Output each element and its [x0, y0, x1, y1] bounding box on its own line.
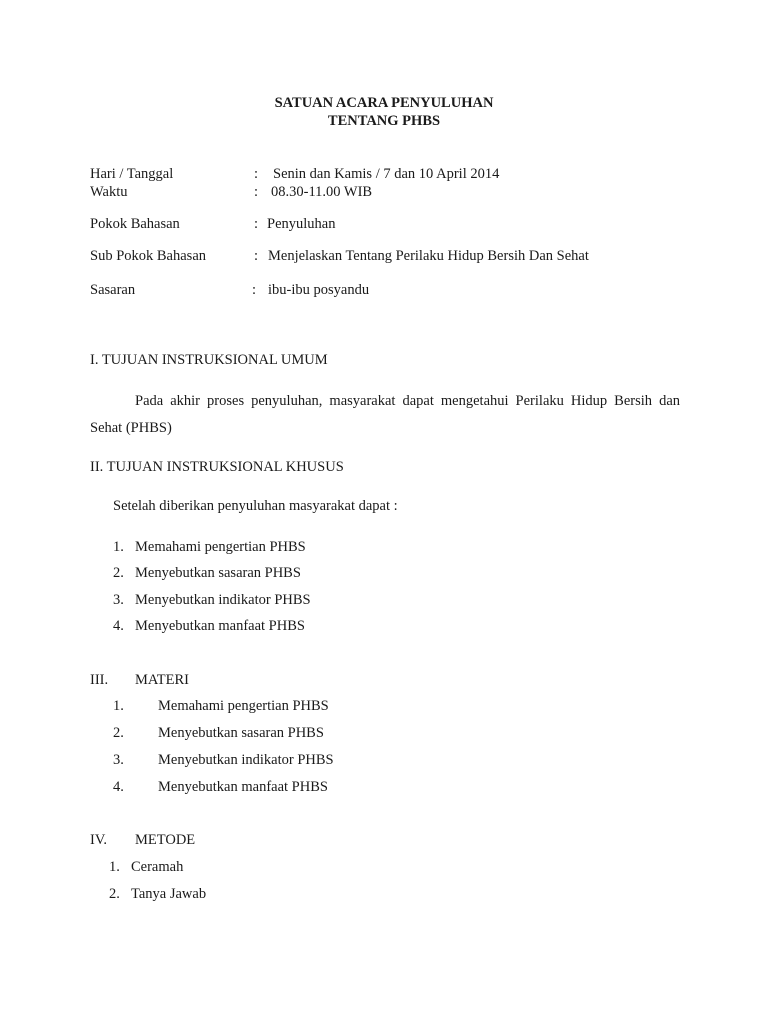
info-colon: : — [252, 282, 257, 298]
document-title-line1: SATUAN ACARA PENYULUHAN — [274, 95, 494, 111]
list-item-number: 4. — [113, 779, 124, 795]
section1-paragraph — [90, 388, 680, 442]
section4-number: IV. — [90, 832, 108, 848]
list-item-number: 2. — [109, 886, 120, 902]
section3-number: III. — [90, 672, 109, 688]
info-label-sasaran: Sasaran — [90, 282, 136, 298]
section4-heading: METODE — [135, 832, 196, 848]
list-item-number: 4. — [113, 618, 124, 634]
info-label-sub-pokok-bahasan: Sub Pokok Bahasan — [90, 248, 206, 264]
list-item-text: Ceramah — [131, 859, 184, 875]
info-value-sub-pokok-bahasan: Menjelaskan Tentang Perilaku Hidup Bersih Dan Sehat — [268, 248, 589, 264]
section1-heading: I. TUJUAN INSTRUKSIONAL UMUM — [90, 352, 328, 368]
document-title-line2: TENTANG PHBS — [327, 113, 441, 129]
list-item-number: 2. — [113, 565, 124, 581]
list-item-text: Menyebutkan sasaran PHBS — [158, 725, 324, 741]
list-item-number: 1. — [109, 859, 120, 875]
info-value-hari-tanggal: Senin dan Kamis / 7 dan 10 April 2014 — [273, 166, 500, 182]
list-item-number: 2. — [113, 725, 124, 741]
list-item-text: Menyebutkan indikator PHBS — [135, 592, 311, 608]
list-item-number: 3. — [113, 592, 124, 608]
info-label-hari-tanggal: Hari / Tanggal — [90, 166, 174, 182]
info-value-sasaran: ibu-ibu posyandu — [268, 282, 370, 298]
info-label-waktu: Waktu — [90, 184, 128, 200]
section2-intro: Setelah diberikan penyuluhan masyarakat dapat : — [113, 498, 398, 514]
info-colon: : — [254, 216, 259, 232]
list-item-text: Menyebutkan manfaat PHBS — [135, 618, 305, 634]
section1-paragraph-text: Pada akhir proses penyuluhan, masyarakat dapat mengetahui Perilaku Hidup Bersih dan Sehat (PHBS) — [90, 393, 680, 436]
list-item-number: 1. — [113, 698, 124, 714]
list-item-number: 3. — [113, 752, 124, 768]
info-colon: : — [254, 184, 259, 200]
list-item-text: Menyebutkan sasaran PHBS — [135, 565, 301, 581]
info-colon: : — [254, 166, 259, 182]
info-value-waktu: 08.30-11.00 WIB — [271, 184, 373, 200]
section3-heading: MATERI — [135, 672, 189, 688]
list-item-text: Menyebutkan manfaat PHBS — [158, 779, 328, 795]
info-colon: : — [254, 248, 259, 264]
list-item-text: Menyebutkan indikator PHBS — [158, 752, 334, 768]
section2-heading: II. TUJUAN INSTRUKSIONAL KHUSUS — [90, 459, 344, 475]
info-value-pokok-bahasan: Penyuluhan — [267, 216, 336, 232]
info-label-pokok-bahasan: Pokok Bahasan — [90, 216, 180, 232]
list-item-number: 1. — [113, 539, 124, 555]
list-item-text: Memahami pengertian PHBS — [135, 539, 306, 555]
list-item-text: Tanya Jawab — [131, 886, 207, 902]
list-item-text: Memahami pengertian PHBS — [158, 698, 329, 714]
